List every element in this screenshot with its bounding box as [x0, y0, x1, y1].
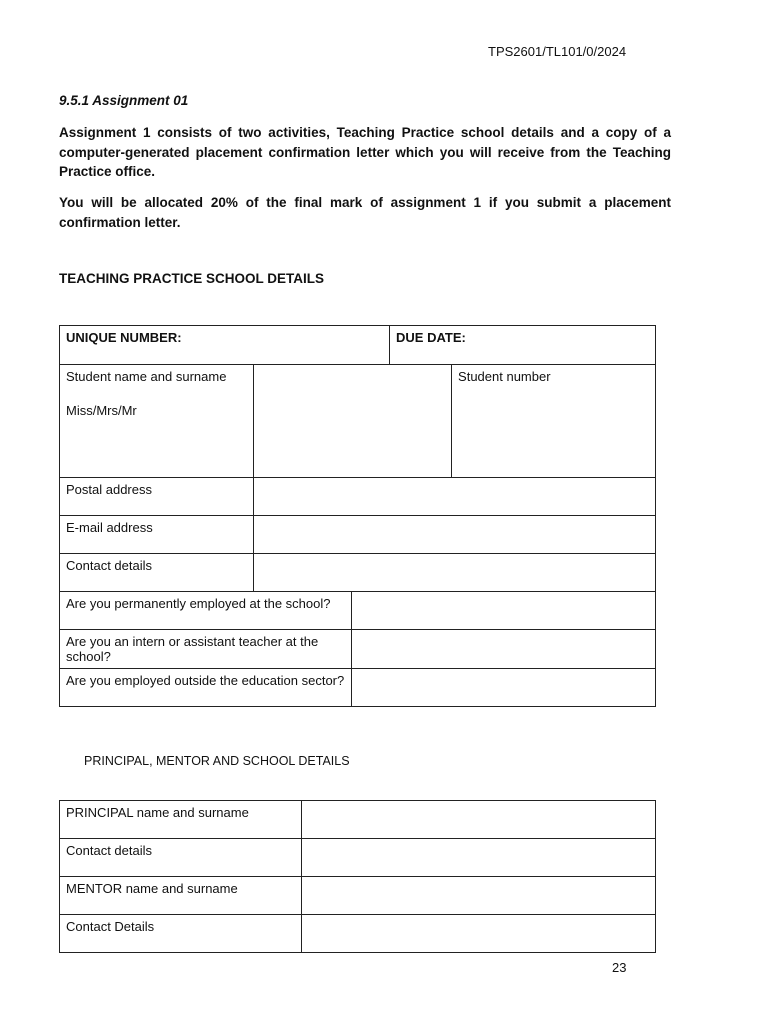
principal-details-form [59, 800, 656, 953]
principal-name-label: PRINCIPAL name and surname [66, 805, 249, 820]
permanent-question: Are you permanently employed at the school? [66, 596, 331, 611]
section-heading: 9.5.1 Assignment 01 [59, 93, 189, 108]
mentor-contact-field[interactable] [302, 915, 656, 953]
postal-address-label-cell [60, 478, 254, 516]
due-date-label: DUE DATE: [396, 330, 466, 345]
email-field[interactable] [254, 516, 656, 554]
mentor-name-label: MENTOR name and surname [66, 881, 238, 896]
mentor-name-field[interactable] [302, 877, 656, 915]
title-options: Miss/Mrs/Mr [66, 403, 137, 418]
mentor-contact-label: Contact Details [66, 919, 155, 934]
principal-details-title: PRINCIPAL, MENTOR AND SCHOOL DETAILS [84, 754, 350, 768]
principal-name-field[interactable] [302, 801, 656, 839]
email-label: E-mail address [66, 520, 153, 535]
student-name-field[interactable] [254, 365, 452, 478]
intern-question-cell [60, 630, 352, 669]
mentor-contact-label-cell [60, 915, 302, 953]
mentor-name-label-cell [60, 877, 302, 915]
page-code: TPS2601/TL101/0/2024 [488, 44, 627, 59]
postal-address-label: Postal address [66, 482, 152, 497]
outside-answer-field[interactable] [352, 669, 656, 707]
principal-contact-field[interactable] [302, 839, 656, 877]
email-label-cell [60, 516, 254, 554]
page-number: 23 [612, 960, 627, 975]
student-name-label: Student name and surname [66, 369, 227, 384]
due-date-cell[interactable] [390, 326, 656, 365]
outside-question: Are you employed outside the education sector? [66, 673, 345, 688]
student-number-label: Student number [458, 369, 551, 384]
contact-details-field[interactable] [254, 554, 656, 592]
intro-paragraph: Assignment 1 consists of two activities, Teaching Practice school details and a copy of a computer-generated placement confirmation letter which you will receive from the Teaching Practice office. [59, 125, 671, 179]
permanent-question-cell [60, 592, 352, 630]
intern-answer-field[interactable] [352, 630, 656, 669]
permanent-answer-field[interactable] [352, 592, 656, 630]
postal-address-field[interactable] [254, 478, 656, 516]
intern-question: Are you an intern or assistant teacher at the school? [66, 634, 319, 664]
unique-number-cell[interactable] [60, 326, 390, 365]
principal-contact-label: Contact details [66, 843, 152, 858]
student-number-cell[interactable] [452, 365, 656, 478]
contact-details-label-cell [60, 554, 254, 592]
unique-number-label: UNIQUE NUMBER: [66, 330, 182, 345]
school-details-form [59, 325, 656, 707]
contact-details-label: Contact details [66, 558, 152, 573]
outside-question-cell [60, 669, 352, 707]
allocation-paragraph: You will be allocated 20% of the final mark of assignment 1 if you submit a placement confirmation letter. [59, 195, 671, 230]
principal-contact-label-cell [60, 839, 302, 877]
principal-name-label-cell [60, 801, 302, 839]
student-name-label-cell [60, 365, 254, 478]
school-details-title: TEACHING PRACTICE SCHOOL DETAILS [59, 271, 325, 286]
